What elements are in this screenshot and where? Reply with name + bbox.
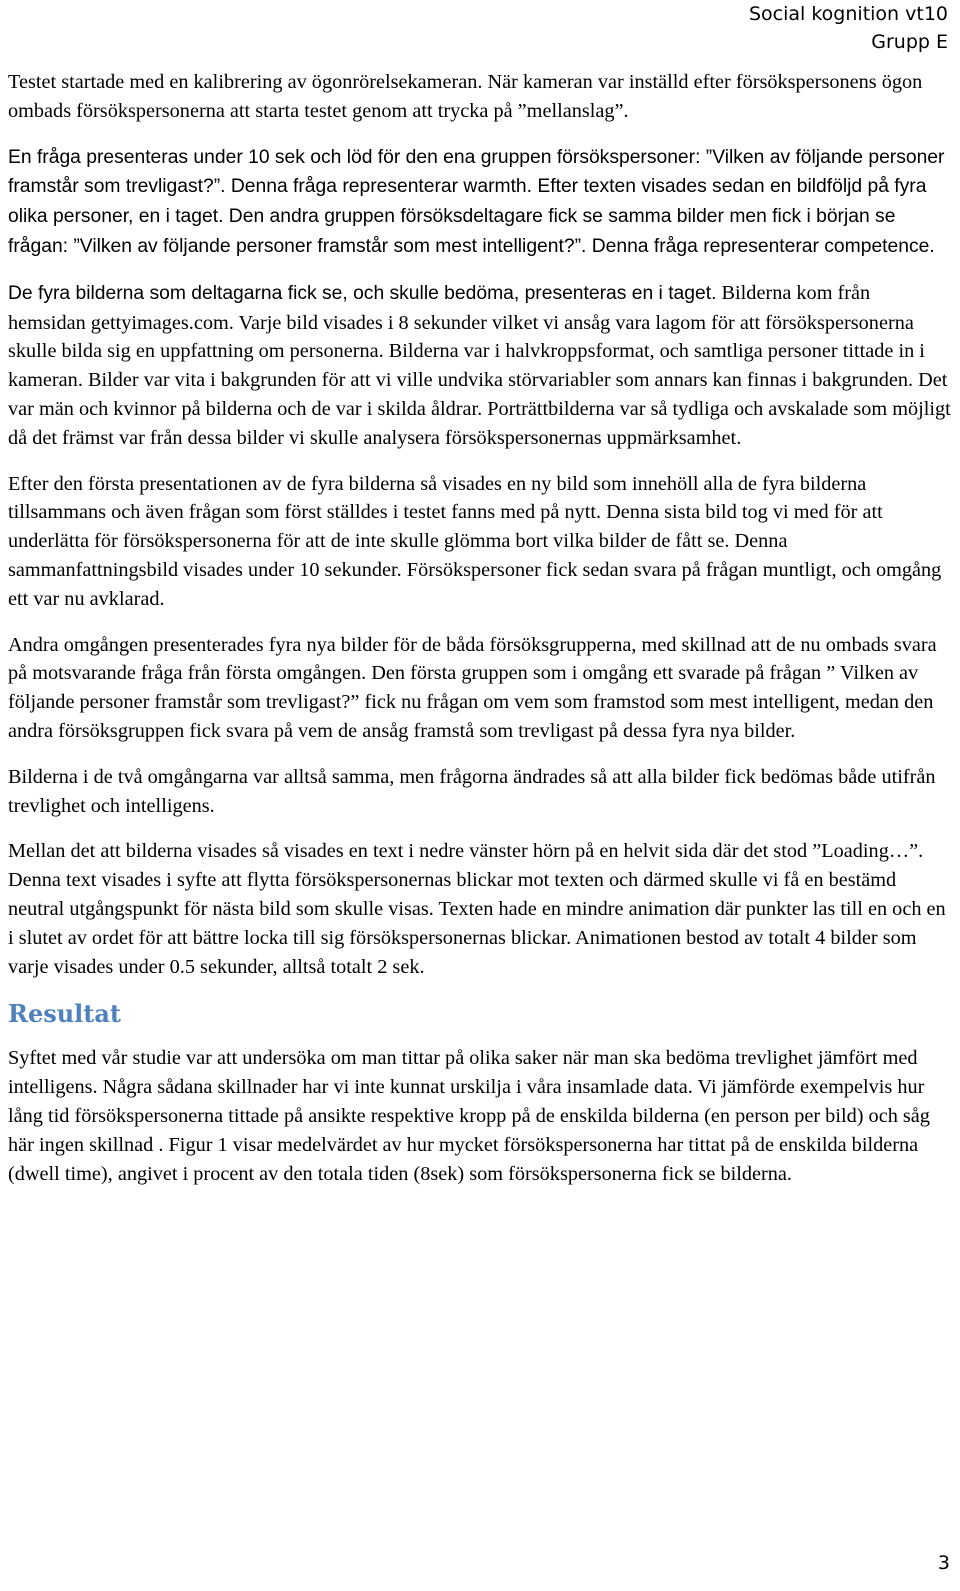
paragraph-results: Syftet med vår studie var att undersöka om man tittar på olika saker när man ska bedöma trevlighet jämfört med intelligens. Några sådana skillnader har vi inte kunnat urskilja i våra insamlade data. Vi jämförde exempelvis hur lång tid försökspersonerna tittade på ansikte respektive kropp på de enskilda bilderna (en person per bild) och såg här ingen skillnad . Figur 1 visar medelvärdet av hur mycket försökspersonerna har tittat på de enskilda bilderna (dwell time), angivet i procent av den totala tiden (8sek) som försökspersonerna fick se bilderna. (8, 1047, 930, 1185)
paragraph-question (8, 143, 952, 262)
header-course: Social kognition vt10 (748, 3, 948, 25)
section-heading-resultat: Resultat (8, 999, 122, 1029)
paragraph-same-images: Bilderna i de två omgångarna var alltså samma, men frågorna ändrades så att alla bilder fick bedömas både utifrån trevlighet och intelligens. (8, 765, 936, 817)
paragraph-second-round: Andra omgången presenterades fyra nya bilder för de båda försöksgrupperna, med skillnad att de nu ombads svara på motsvarande fråga från första omgången. Den första gruppen som i omgång ett svarade på frågan ” Vilken av följande personer framstår som trevligast?” fick nu frågan om vem som framstod som mest intelligent, medan den andra försöksgruppen fick svara på vem de ansåg framstå som trevligast på dessa fyra nya bilder. (8, 633, 937, 742)
running-header (749, 0, 948, 56)
paragraph-images-part1: De fyra bilderna som deltagarna fick se, och skulle bedöma, presenteras en i taget. (8, 282, 717, 304)
paragraph-question-part2: Efter texten visades sedan en bildföljd på fyra olika personer, en i taget. (8, 176, 927, 228)
paragraph-images (8, 279, 952, 453)
paragraph-calibration: Testet startade med en kalibrering av ögonrörelsekameran. När kameran var inställd efter försökspersonens ögon ombads försökspersonerna att starta testet genom att trycka på ”mellanslag”. (8, 71, 923, 122)
paragraph-loading: Mellan det att bilderna visades så visades en text i nedre vänster hörn på en helvit sida där det stod ”Loading…”. Denna text visades i syfte att flytta försökspersonernas blickar mot texten och därmed skulle vi få en bestämd neutral utgångspunkt för nästa bild som skulle visas. Texten hade en mindre animation där punkter las till en och en i slutet av ordet för att bättre locka till sig försökspersonernas blickar. Animationen bestod av totalt 4 bilder som varje visades under 0.5 sekunder, alltså totalt 2 sek. (8, 840, 946, 978)
paragraph-question-part3: Den andra gruppen försöksdeltagare fick se samma bilder men fick i början se frågan: ”Vilken av följande personer framstår som mest intelligent?”. Denna fråga representerar competence. (8, 206, 935, 257)
paragraph-images-part2: Bilderna kom från hemsidan gettyimages.com. Varje bild visades i 8 sekunder vilket vi ansåg vara lagom för att försökspersonerna skulle bilda sig en uppfattning om personerna. Bilderna var i halvkroppsformat, och samtliga personer tittade in i kameran. Bilder var vita i bakgrunden för att vi ville undvika störvariabler som annars kan finnas i bakgrunden. Det var män och kvinnor på bilderna och de var i skilda åldrar. Porträttbilderna var så tydliga och avskalade som möjligt då det främst var från dessa bilder vi skulle analysera försökspersonernas uppmärksamhet. (8, 281, 951, 449)
paragraph-question-part1: En fråga presenteras under 10 sek och löd för den ena gruppen försökspersoner: ”Vilken av följande personer framstår som trevligast?”. Denna fråga representerar warmth. (8, 146, 945, 198)
document-body (8, 68, 952, 1205)
page-number: 3 (937, 1552, 950, 1574)
paragraph-summary-image: Efter den första presentationen av de fyra bilderna så visades en ny bild som innehöll alla de fyra bilderna tillsammans och även frågan som först ställdes i testet fanns med på nytt. Denna sista bild tog vi med för att underlätta för försökspersonerna för att de inte skulle glömma bort vilka bilder de fått se. Denna sammanfattningsbild visades under 10 sekunder. Försökspersoner fick sedan svara på frågan muntligt, och omgång ett var nu avklarad. (8, 472, 942, 610)
header-group: Grupp E (871, 31, 948, 53)
